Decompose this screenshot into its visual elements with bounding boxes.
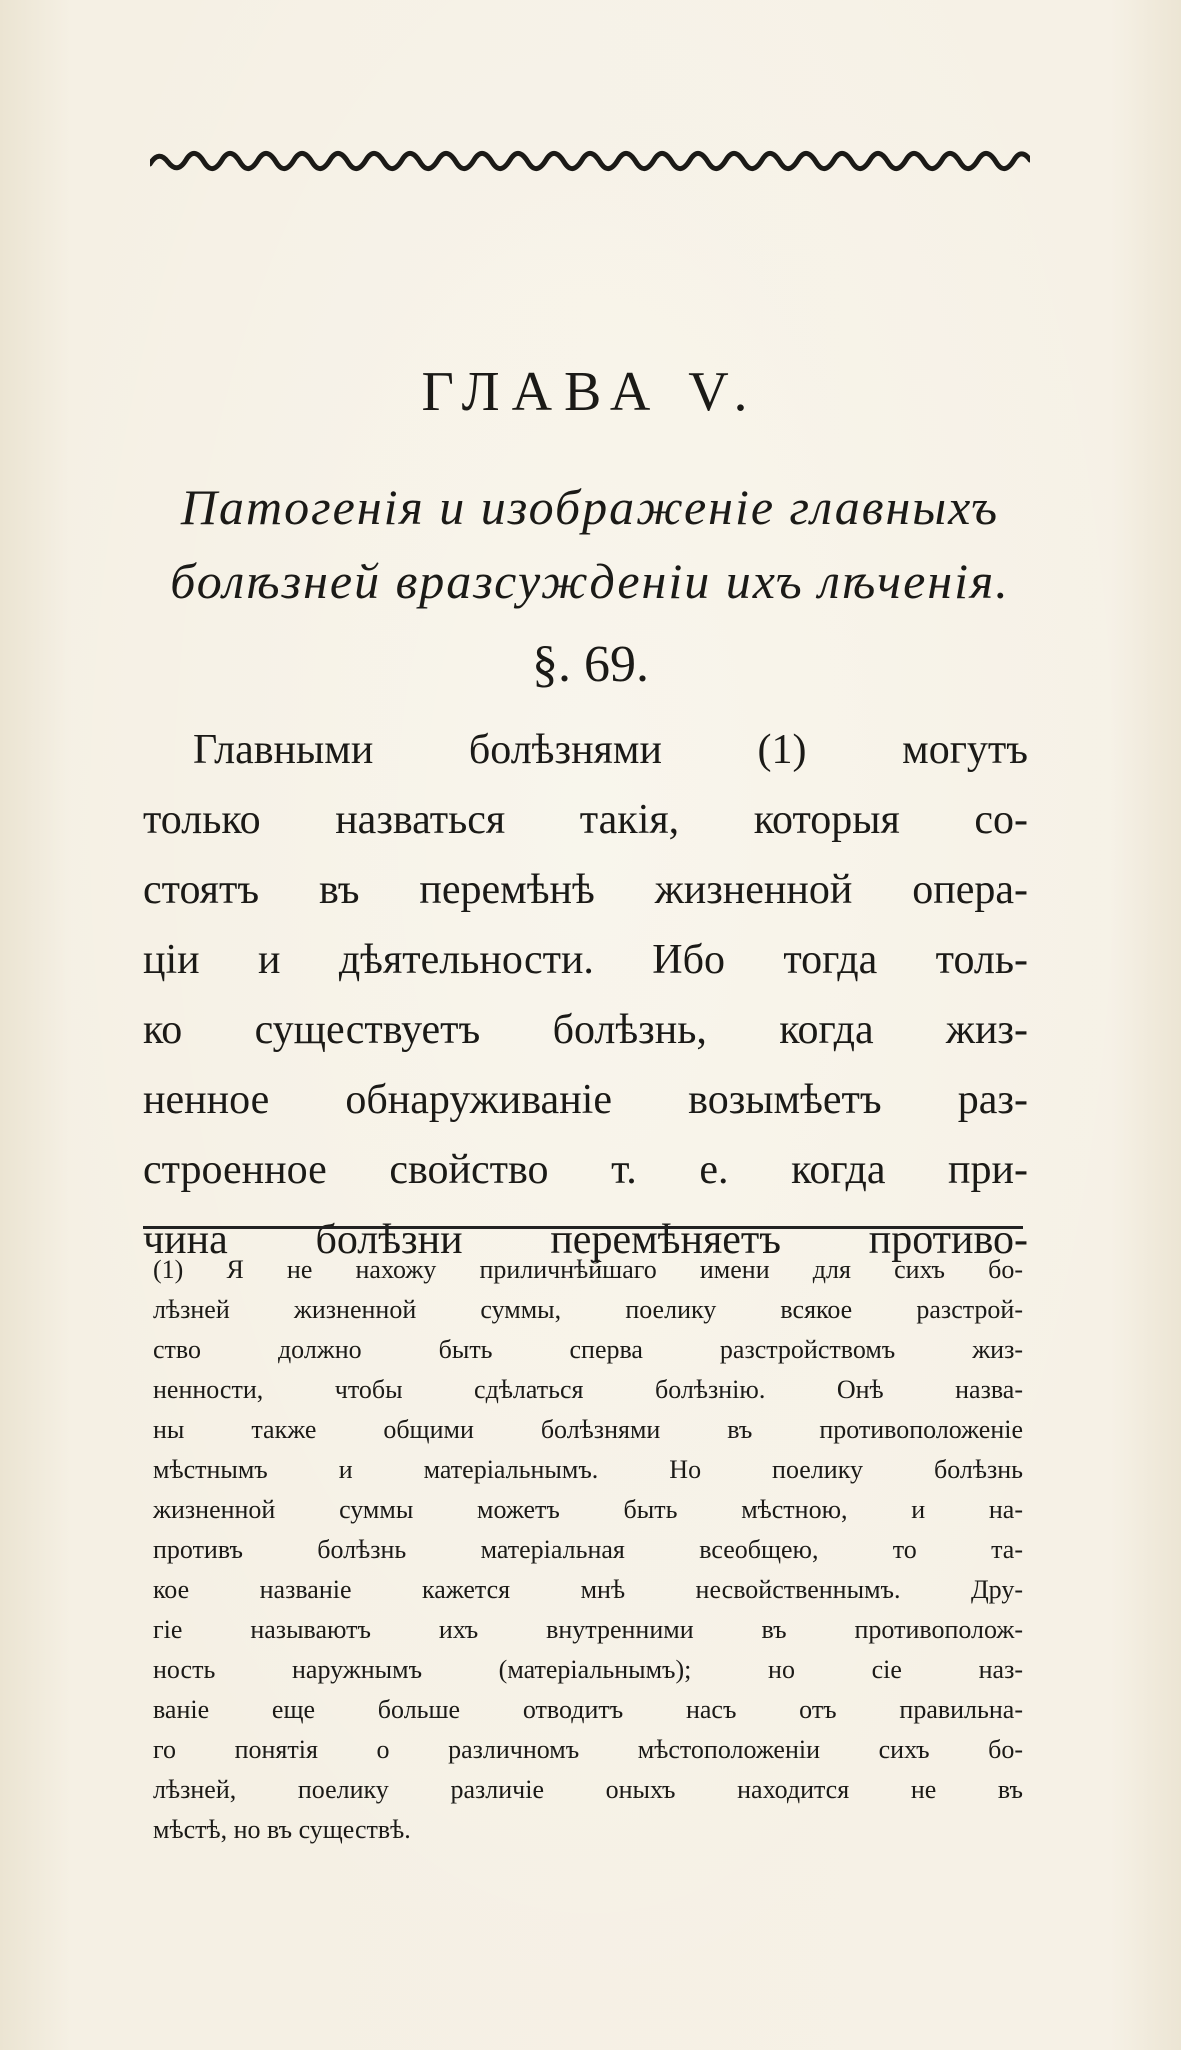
body-paragraph <box>143 715 1028 1275</box>
body-line: только назваться такія, которыя со- <box>143 797 1028 843</box>
footnote-line: ны также общими болѣзнями въ противоположеніе <box>153 1415 1023 1444</box>
footnote-separator-rule <box>143 1226 1023 1229</box>
body-line: Главными болѣзнями (1) могутъ <box>193 727 1028 773</box>
footnote-line: жизненной суммы можетъ быть мѣстною, и на- <box>153 1495 1023 1524</box>
chapter-title: ГЛАВА V. <box>421 361 760 423</box>
body-line: стоятъ въ перемѣнѣ жизненной опера- <box>143 867 1028 913</box>
footnote-line: противъ болѣзнь матеріальная всеобщею, то та- <box>153 1535 1023 1564</box>
footnote-line: мѣстнымъ и матеріальнымъ. Но поелику болѣзнь <box>153 1455 1023 1484</box>
body-line: ко существуетъ болѣзнь, когда жиз- <box>143 1007 1028 1053</box>
footnote-line: ность наружнымъ (матеріальнымъ); но сіе наз- <box>153 1655 1023 1684</box>
wave-ornament-band <box>150 150 1030 172</box>
footnote-line: ваніе еще больше отводитъ насъ отъ правильна- <box>153 1695 1023 1724</box>
footnote-line: го понятія о различномъ мѣстоположеніи сихъ бо- <box>153 1735 1023 1764</box>
footnote <box>153 1250 1023 1850</box>
footnote-line: ство должно быть сперва разстройствомъ жиз- <box>153 1335 1023 1364</box>
subtitle-line: болѣзней вразсужденіи ихъ лѣченія. <box>170 553 1010 609</box>
body-line: чина болѣзни перемѣняетъ противо- <box>143 1217 1028 1263</box>
footnote-line: гіе называютъ ихъ внутренними въ противополож- <box>153 1615 1023 1644</box>
footnote-line: кое названіе кажется мнѣ несвойственнымъ. Дру- <box>153 1575 1023 1604</box>
footnote-line: (1) Я не нахожу приличнѣйшаго имени для сихъ бо- <box>153 1255 1023 1284</box>
footnote-line: лѣзней жизненной суммы, поелику всякое разстрой- <box>153 1295 1023 1324</box>
chapter-subtitle <box>140 470 1040 618</box>
body-line: ненное обнаруживаніе возымѣетъ раз- <box>143 1077 1028 1123</box>
footnote-line: мѣстѣ, но въ существѣ. <box>153 1815 411 1844</box>
body-line: ціи и дѣятельности. Ибо тогда толь- <box>143 937 1028 983</box>
footnote-line: лѣзней, поелику различіе оныхъ находится не въ <box>153 1775 1023 1804</box>
subtitle-line: Патогенія и изображеніе главныхъ <box>180 479 1000 535</box>
section-number: §. 69. <box>532 636 649 693</box>
body-line: строенное свойство т. е. когда при- <box>143 1147 1028 1193</box>
footnote-line: ненности, чтобы сдѣлаться болѣзнію. Онѣ назва- <box>153 1375 1023 1404</box>
